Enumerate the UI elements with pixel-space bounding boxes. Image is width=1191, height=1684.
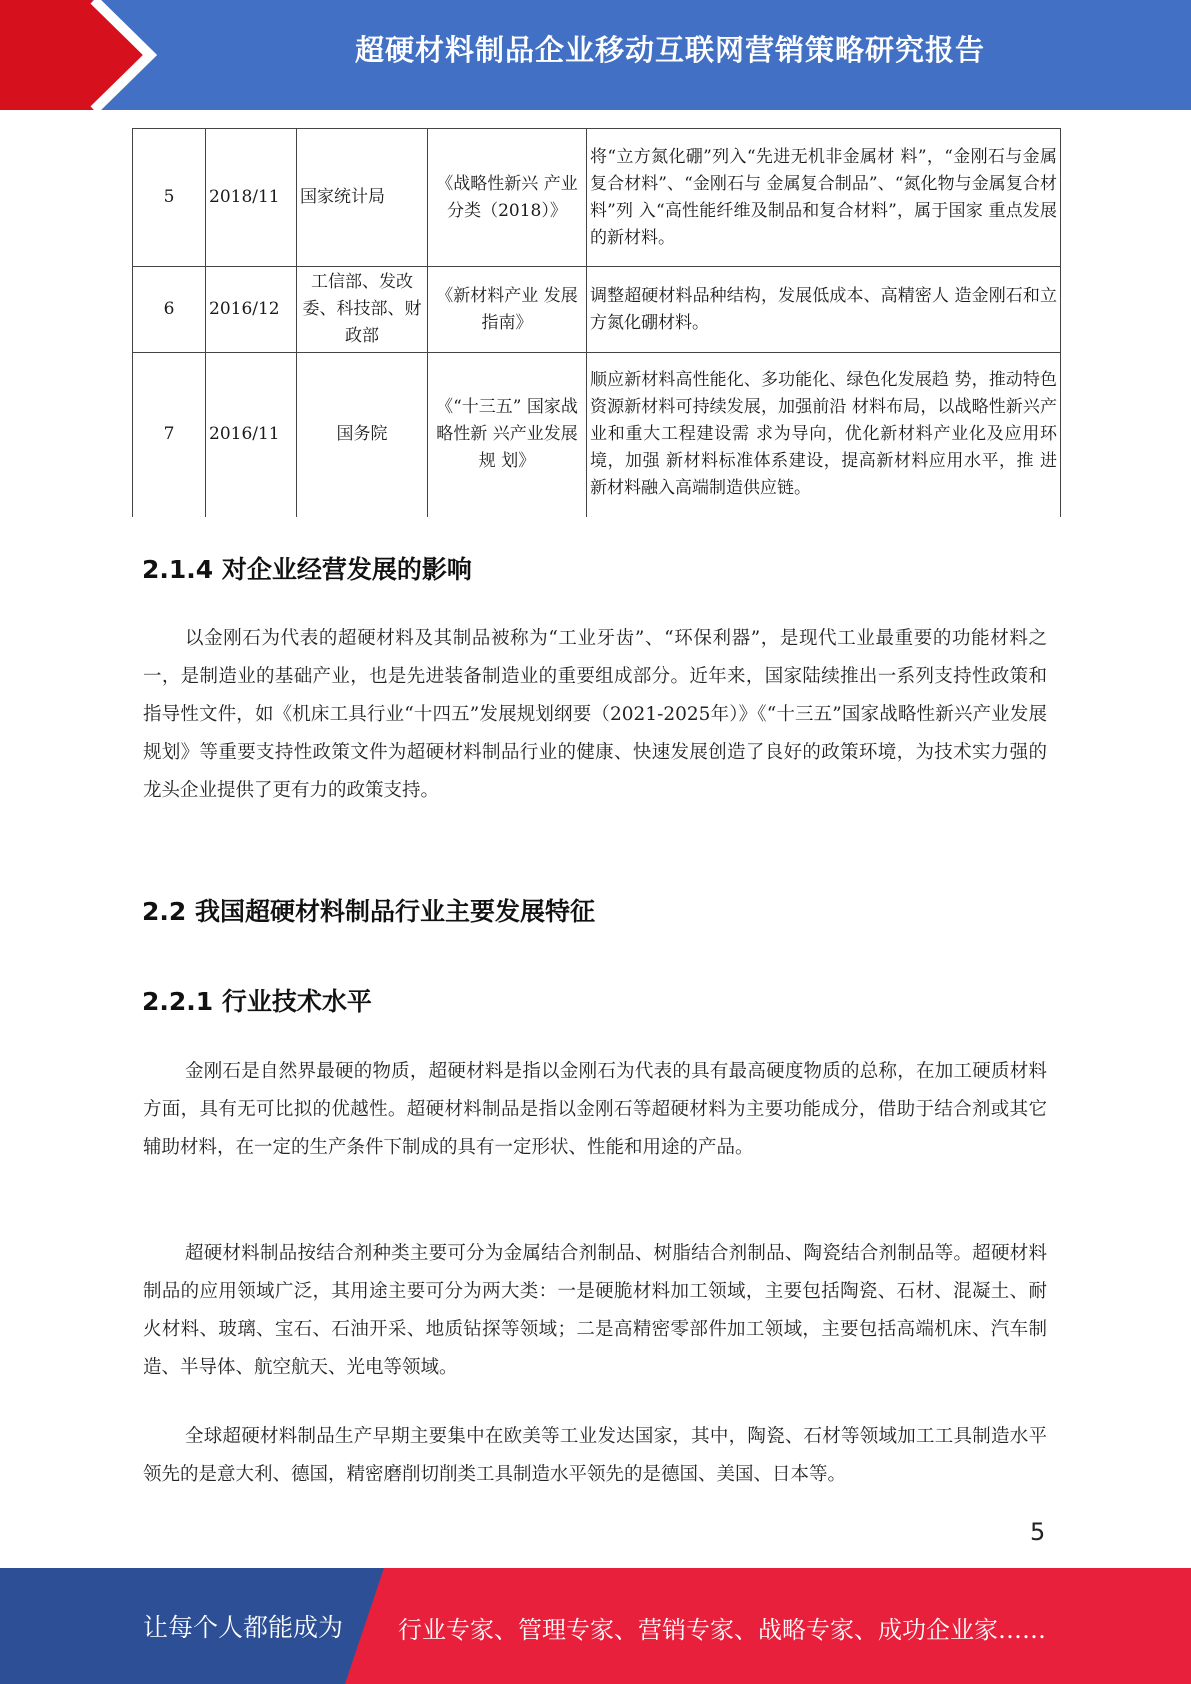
paragraph: 金刚石是自然界最硬的物质，超硬材料是指以金刚石为代表的具有最高硬度物质的总称，在加工硬质材料方面，具有无可比拟的优越性。超硬材料制品是指以金刚石等超硬材料为主要功能成分，借助于结合剂或其它辅助材料，在一定的生产条件下制成的具有一定形状、性能和用途的产品。 — [143, 1061, 1047, 1158]
footer-slogan-right: 行业专家、管理专家、营销专家、战略专家、成功企业家…… — [398, 1616, 1046, 1644]
section-heading-2-2-1: 2.2.1 行业技术水平 — [142, 987, 372, 1016]
cell-org: 国务院 — [297, 353, 428, 517]
cell-desc: 顺应新材料高性能化、多功能化、绿色化发展趋 势，推动特色资源新材料可持续发展，加强前沿 材料布局，以战略性新兴产业和重大工程建设需 求为导向，优化新材料产业化及应用环境，加强 新材料标准体系建设，提高新材料应用水平，推 进新材料融入高端制造供应链。 — [587, 353, 1061, 517]
table-row — [133, 353, 1061, 517]
page-number: 5 — [1030, 1518, 1046, 1546]
cell-date: 2016/12 — [206, 267, 297, 353]
paragraph: 以金刚石为代表的超硬材料及其制品被称为“工业牙齿”、“环保利器”，是现代工业最重要的功能材料之一，是制造业的基础产业，也是先进装备制造业的重要组成部分。近年来，国家陆续推出一系列支持性政策和指导性文件，如《机床工具行业“十四五”发展规划纲要（2021-2025年）》《“十三五”国家战略性新兴产业发展规划》等重要支持性政策文件为超硬材料制品行业的健康、快速发展创造了良好的政策环境，为技术实力强的龙头企业提供了更有力的政策支持。 — [143, 628, 1047, 801]
cell-org: 工信部、发改委、科技部、财政部 — [297, 267, 428, 353]
paragraph: 全球超硬材料制品生产早期主要集中在欧美等工业发达国家，其中，陶瓷、石材等领域加工工具制造水平领先的是意大利、德国，精密磨削切削类工具制造水平领先的是德国、美国、日本等。 — [143, 1426, 1047, 1485]
policy-table — [132, 128, 1061, 517]
cell-no: 5 — [133, 129, 206, 267]
cell-date: 2018/11 — [206, 129, 297, 267]
page-header — [0, 0, 1191, 110]
cell-desc: 将“立方氮化硼”列入“先进无机非金属材 料”，“金刚石与金属复合材料”、“金刚石与 金属复合制品”、“氮化物与金属复合材料”列 入“高性能纤维及制品和复合材料”，属于国家 重点发展的新材料。 — [587, 129, 1061, 267]
page-footer — [0, 1568, 1191, 1684]
cell-doc: 《战略性新兴 产业分类（2018）》 — [428, 129, 587, 267]
cell-desc: 调整超硬材料品种结构，发展低成本、高精密人 造金刚石和立方氮化硼材料。 — [587, 267, 1061, 353]
cell-date: 2016/11 — [206, 353, 297, 517]
cell-no: 7 — [133, 353, 206, 517]
report-title: 超硬材料制品企业移动互联网营销策略研究报告 — [354, 33, 985, 67]
table-row — [133, 129, 1061, 267]
section-heading-2-2: 2.2 我国超硬材料制品行业主要发展特征 — [142, 897, 595, 926]
cell-org: 国家统计局 — [297, 129, 428, 267]
cell-no: 6 — [133, 267, 206, 353]
footer-slogan-left: 让每个人都能成为 — [143, 1613, 344, 1642]
cell-doc: 《“十三五” 国家战略性新 兴产业发展规 划》 — [428, 353, 587, 517]
table-row — [133, 267, 1061, 353]
cell-doc: 《新材料产业 发展指南》 — [428, 267, 587, 353]
section-heading-2-1-4: 2.1.4 对企业经营发展的影响 — [142, 555, 472, 584]
paragraph: 超硬材料制品按结合剂种类主要可分为金属结合剂制品、树脂结合剂制品、陶瓷结合剂制品等。超硬材料制品的应用领域广泛，其用途主要可分为两大类：一是硬脆材料加工领域，主要包括陶瓷、石材、混凝土、耐火材料、玻璃、宝石、石油开采、地质钻探等领域；二是高精密零部件加工领域，主要包括高端机床、汽车制造、半导体、航空航天、光电等领域。 — [143, 1243, 1047, 1378]
